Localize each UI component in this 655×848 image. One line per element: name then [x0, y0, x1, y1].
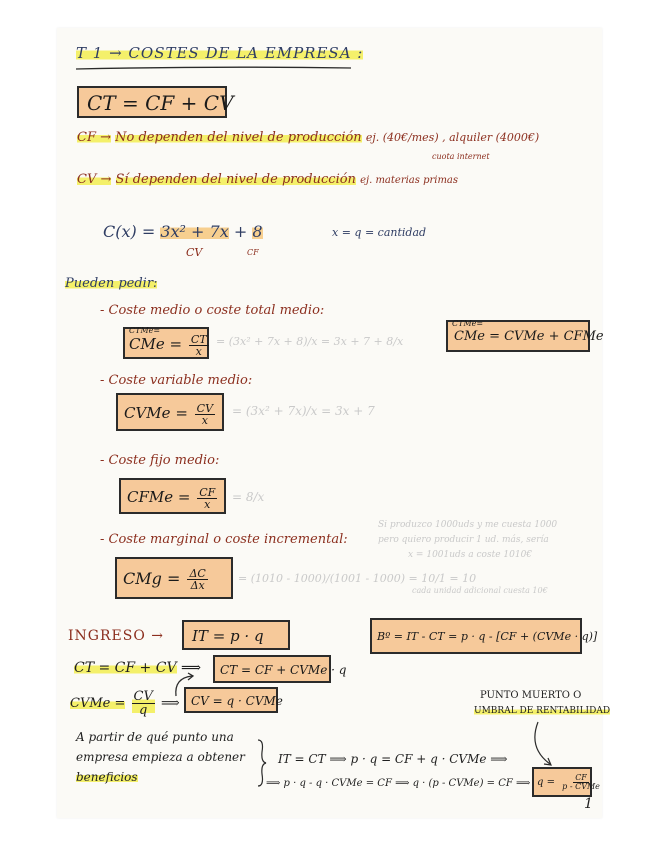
pueden-pedir — [65, 276, 157, 291]
cvme-lhs: CVMe = — [124, 404, 188, 422]
punto-muerto-1: PUNTO MUERTO O — [480, 690, 582, 701]
ct-formula-box — [77, 86, 234, 118]
cvme-line-arrow: ⟹ — [161, 696, 180, 711]
derivation-line-1: IT = CT ⟹ p · q = CF + q · CVMe ⟹ — [278, 752, 508, 766]
cvme-line-fraction — [132, 690, 155, 717]
coste-medio-heading: - Coste medio o coste total medio: — [100, 303, 325, 318]
cfme-box — [119, 478, 226, 514]
cme-ghost: = (3x² + 7x + 8)/x = 3x + 7 + 8/x — [216, 335, 404, 348]
question-line-2: empresa empieza a obtener — [76, 750, 245, 764]
cf-text: No dependen del nivel de producción — [115, 130, 362, 145]
cvme-line-lhs: CVMe = — [70, 696, 126, 711]
page-number: 1 — [584, 796, 593, 812]
cfme-fraction — [197, 487, 217, 510]
cvme-ghost: = (3x² + 7x)/x = 3x + 7 — [232, 404, 375, 418]
question-line-1: A partir de qué punto una — [76, 730, 234, 744]
cf-example: ej. (40€/mes) , alquiler (4000€) — [365, 131, 540, 144]
cme-num: CT — [190, 332, 207, 346]
cvme-line-num: CV — [133, 689, 153, 704]
title-text: T 1 → COSTES DE LA EMPRESA : — [76, 44, 364, 62]
cvme-den: x — [201, 413, 208, 427]
cf-label: CF → — [77, 130, 111, 145]
cmg-box — [115, 557, 233, 599]
ct-line-arrow: ⟹ — [181, 660, 202, 676]
coste-marginal-heading: - Coste marginal o coste incremental: — [100, 532, 348, 547]
ingreso-box — [182, 620, 290, 650]
question-line-3-text: beneficios — [76, 770, 138, 784]
cvme-line-formula: CV = q · CVMe — [191, 694, 283, 708]
final-q-box — [532, 767, 600, 797]
cmg-lhs: CMg = — [123, 569, 181, 588]
cost-function — [103, 222, 263, 241]
cme-right-formula: CMe = CVMe + CFMe — [454, 329, 604, 344]
cf-line — [77, 130, 539, 145]
cv-line — [77, 172, 458, 187]
cv-label: CV → — [77, 172, 112, 187]
punto-muerto-arrow — [528, 720, 568, 770]
cme-lhs: CMe = — [129, 335, 183, 353]
derivation-line-2: ⟹ p · q - q · CVMe = CF ⟹ q · (p - CVMe) = CF ⟹ — [266, 778, 531, 789]
page-title — [76, 44, 363, 62]
cost-fn-cv: 3x² + 7x — [160, 222, 229, 241]
punto-muerto-2 — [474, 706, 610, 716]
cmg-num: ΔC — [189, 567, 206, 580]
final-q-fraction — [560, 774, 602, 791]
punto-muerto-2-text: UMBRAL DE RENTABILIDAD — [474, 706, 611, 716]
cvme-curved-arrow — [170, 672, 210, 702]
ct-line-text: CT = CF + CV — [74, 660, 177, 676]
cfme-ghost: = 8/x — [232, 490, 265, 504]
cf-note: cuota internet — [432, 152, 490, 161]
cmg-note-2: pero quiero producir 1 ud. más, sería — [378, 535, 549, 545]
cost-fn-plus: + — [233, 222, 248, 241]
ct-line-formula: CT = CF + CVMe · q — [220, 663, 347, 677]
pueden-pedir-text: Pueden pedir: — [65, 276, 158, 291]
cvme-line-den: q — [139, 703, 148, 718]
cvme-num: CV — [196, 401, 214, 415]
beneficio-formula: Bº = IT - CT = p · q - [CF + (CVMe · q)] — [377, 630, 598, 643]
cost-fn-cf: 8 — [252, 222, 263, 241]
question-line-3 — [76, 770, 138, 784]
cme-fraction — [189, 334, 209, 357]
cvme-line — [70, 690, 180, 717]
cv-brace-label: CV — [186, 246, 203, 259]
coste-fijo-heading: - Coste fijo medio: — [100, 453, 220, 468]
cme-right-sup: CTMe= — [452, 319, 484, 328]
coste-variable-heading: - Coste variable medio: — [100, 373, 253, 388]
cvme-box — [116, 393, 224, 431]
ingreso-label: INGRESO → — [68, 628, 164, 644]
cmg-note-3: x = 1001uds a coste 1010€ — [408, 550, 533, 560]
cmg-den: Δx — [190, 579, 205, 592]
final-q-den: p - CVMe — [562, 782, 600, 791]
cfme-lhs: CFMe = — [127, 488, 191, 506]
cmg-note-1: Si produzco 1000uds y me cuesta 1000 — [378, 520, 558, 530]
ingreso-formula: IT = p · q — [192, 627, 264, 645]
ct-line-box — [213, 655, 347, 683]
cvme-fraction — [195, 403, 215, 426]
cmg-note-4: cada unidad adicional cuesta 10€ — [412, 586, 548, 595]
cme-den: x — [195, 344, 202, 358]
cmg-ghost-calc: = (1010 - 1000)/(1001 - 1000) = 10/1 = 10 — [238, 572, 477, 585]
cost-fn-lhs: C(x) = — [103, 222, 156, 241]
cf-brace-label: CF — [247, 248, 259, 257]
cfme-num: CF — [199, 485, 216, 499]
cme-right-box — [446, 319, 604, 352]
cv-text: Sí dependen del nivel de producción — [115, 172, 356, 187]
cme-box — [123, 327, 209, 359]
quantity-definition: x = q = cantidad — [332, 226, 427, 239]
cme-sup: CTMe= — [129, 326, 161, 335]
title-underline — [76, 66, 356, 72]
beneficio-box — [370, 618, 598, 654]
cmg-fraction — [187, 568, 207, 591]
final-q-num: CF — [575, 773, 587, 782]
final-q-lhs: q = — [537, 777, 555, 788]
cfme-den: x — [204, 497, 211, 511]
ct-formula: CT = CF + CV — [87, 91, 234, 115]
cv-example: ej. materias primas — [360, 175, 459, 186]
